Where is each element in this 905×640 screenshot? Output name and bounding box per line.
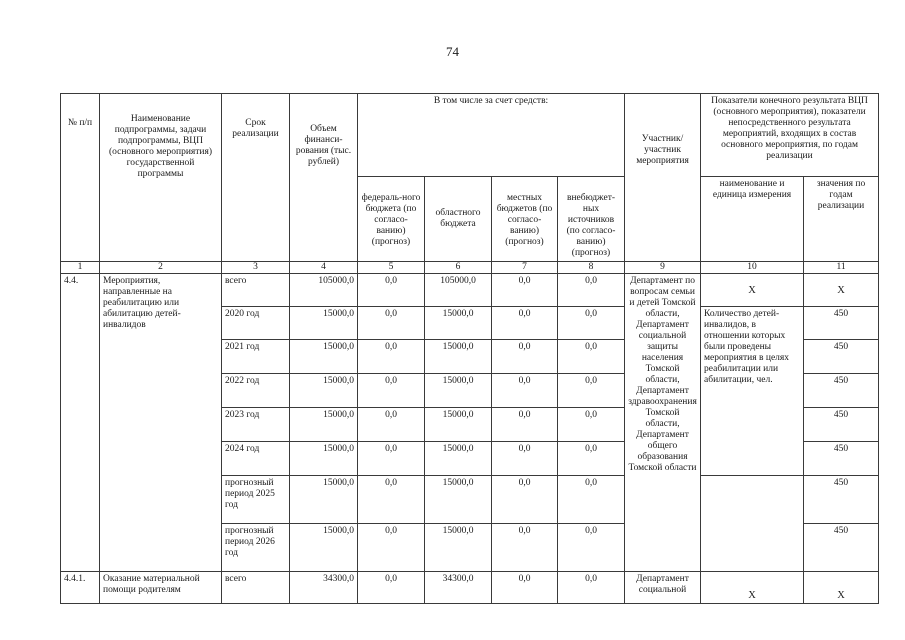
cell-federal: 0,0 xyxy=(358,442,425,476)
cell-volume: 15000,0 xyxy=(290,340,358,374)
row-name: Оказание материальной помощи родителям xyxy=(100,572,222,604)
cell-value: X xyxy=(804,572,879,604)
cell-indicator: Количество детей-инвалидов, в отношении которых были проведены мероприятия в целях реабилитации или абилитации, чел. xyxy=(701,307,804,476)
row-num: 4.4. xyxy=(61,274,100,572)
cell-volume: 15000,0 xyxy=(290,408,358,442)
row-name: Мероприятия, направленные на реабилитацию или абилитацию детей-инвалидов xyxy=(100,274,222,572)
row-num: 4.4.1. xyxy=(61,572,100,604)
cell-participant: Департамент по вопросам семьи и детей Томской области, Департамент социальной защиты населения Томской области, Департамент здравоохранения Томской области, Департамент общего образования Томской области xyxy=(625,274,701,572)
cell-federal: 0,0 xyxy=(358,374,425,408)
colnum: 7 xyxy=(492,262,558,274)
table-row xyxy=(61,274,879,307)
header-num: № п/п xyxy=(61,94,100,262)
cell-volume: 15000,0 xyxy=(290,374,358,408)
cell-term: 2024 год xyxy=(222,442,290,476)
header-participant: Участник/ участник мероприятия xyxy=(625,94,701,262)
header-indicators-group: Показатели конечного результата ВЦП (основного мероприятия), показатели непосредственного результата мероприятий, входящих в состав основного мероприятия, по годам реализации xyxy=(701,94,879,177)
cell-local: 0,0 xyxy=(492,374,558,408)
colnum: 5 xyxy=(358,262,425,274)
cell-federal: 0,0 xyxy=(358,524,425,572)
header-sources-group: В том числе за счет средств: xyxy=(358,94,625,177)
cell-regional: 15000,0 xyxy=(425,476,492,524)
cell-extra: 0,0 xyxy=(558,442,625,476)
cell-federal: 0,0 xyxy=(358,572,425,604)
cell-value: 450 xyxy=(804,442,879,476)
cell-local: 0,0 xyxy=(492,274,558,307)
colnum: 11 xyxy=(804,262,879,274)
cell-term: 2020 год xyxy=(222,307,290,340)
cell-regional: 15000,0 xyxy=(425,374,492,408)
header-ind-values: значения по годам реализации xyxy=(804,177,879,262)
cell-volume: 15000,0 xyxy=(290,524,358,572)
colnum: 10 xyxy=(701,262,804,274)
cell-term: 2021 год xyxy=(222,340,290,374)
cell-indicator-x: X xyxy=(701,572,804,604)
cell-term: прогнозный период 2025 год xyxy=(222,476,290,524)
cell-extra: 0,0 xyxy=(558,524,625,572)
cell-term: всего xyxy=(222,274,290,307)
cell-extra: 0,0 xyxy=(558,374,625,408)
cell-federal: 0,0 xyxy=(358,476,425,524)
colnum: 9 xyxy=(625,262,701,274)
column-number-row xyxy=(61,262,879,274)
page-number: 74 xyxy=(446,44,459,59)
colnum: 4 xyxy=(290,262,358,274)
header-term: Срок реализации xyxy=(222,94,290,262)
cell-value: 450 xyxy=(804,374,879,408)
cell-participant: Департамент социальной xyxy=(625,572,701,604)
cell-value: X xyxy=(804,274,879,307)
cell-local: 0,0 xyxy=(492,524,558,572)
program-table xyxy=(60,93,879,604)
cell-value: 450 xyxy=(804,476,879,524)
cell-extra: 0,0 xyxy=(558,476,625,524)
cell-federal: 0,0 xyxy=(358,307,425,340)
cell-term: 2023 год xyxy=(222,408,290,442)
cell-federal: 0,0 xyxy=(358,274,425,307)
table-row xyxy=(61,572,879,604)
cell-value: 450 xyxy=(804,408,879,442)
cell-value: 450 xyxy=(804,307,879,340)
header-regional: областного бюджета xyxy=(425,177,492,262)
cell-regional: 15000,0 xyxy=(425,340,492,374)
colnum: 8 xyxy=(558,262,625,274)
cell-regional: 15000,0 xyxy=(425,524,492,572)
header-volume: Объем финанси-рования (тыс. рублей) xyxy=(290,94,358,262)
cell-regional: 34300,0 xyxy=(425,572,492,604)
cell-volume: 15000,0 xyxy=(290,476,358,524)
header-extra: внебюджет-ных источников (по согласо-ванию) (прогноз) xyxy=(558,177,625,262)
cell-local: 0,0 xyxy=(492,307,558,340)
cell-local: 0,0 xyxy=(492,442,558,476)
cell-extra: 0,0 xyxy=(558,307,625,340)
cell-local: 0,0 xyxy=(492,408,558,442)
cell-volume: 105000,0 xyxy=(290,274,358,307)
cell-local: 0,0 xyxy=(492,340,558,374)
colnum: 6 xyxy=(425,262,492,274)
cell-volume: 15000,0 xyxy=(290,307,358,340)
cell-federal: 0,0 xyxy=(358,408,425,442)
cell-local: 0,0 xyxy=(492,476,558,524)
cell-indicator-blank xyxy=(701,476,804,572)
colnum: 1 xyxy=(61,262,100,274)
header-name: Наименование подпрограммы, задачи подпрограммы, ВЦП (основного мероприятия) государственной программы xyxy=(100,94,222,262)
header-local: местных бюджетов (по согласо-ванию) (прогноз) xyxy=(492,177,558,262)
cell-federal: 0,0 xyxy=(358,340,425,374)
cell-regional: 15000,0 xyxy=(425,307,492,340)
header-row-1 xyxy=(61,94,879,177)
cell-term: 2022 год xyxy=(222,374,290,408)
cell-volume: 34300,0 xyxy=(290,572,358,604)
cell-term: прогнозный период 2026 год xyxy=(222,524,290,572)
cell-regional: 105000,0 xyxy=(425,274,492,307)
cell-term: всего xyxy=(222,572,290,604)
header-federal: федераль-ного бюджета (по согласо-ванию) (прогноз) xyxy=(358,177,425,262)
cell-local: 0,0 xyxy=(492,572,558,604)
header-ind-name: наименование и единица измерения xyxy=(701,177,804,262)
cell-extra: 0,0 xyxy=(558,572,625,604)
cell-value: 450 xyxy=(804,340,879,374)
cell-extra: 0,0 xyxy=(558,408,625,442)
cell-extra: 0,0 xyxy=(558,274,625,307)
cell-regional: 15000,0 xyxy=(425,408,492,442)
colnum: 3 xyxy=(222,262,290,274)
cell-volume: 15000,0 xyxy=(290,442,358,476)
cell-regional: 15000,0 xyxy=(425,442,492,476)
cell-extra: 0,0 xyxy=(558,340,625,374)
colnum: 2 xyxy=(100,262,222,274)
cell-indicator-x: X xyxy=(701,274,804,307)
cell-value: 450 xyxy=(804,524,879,572)
